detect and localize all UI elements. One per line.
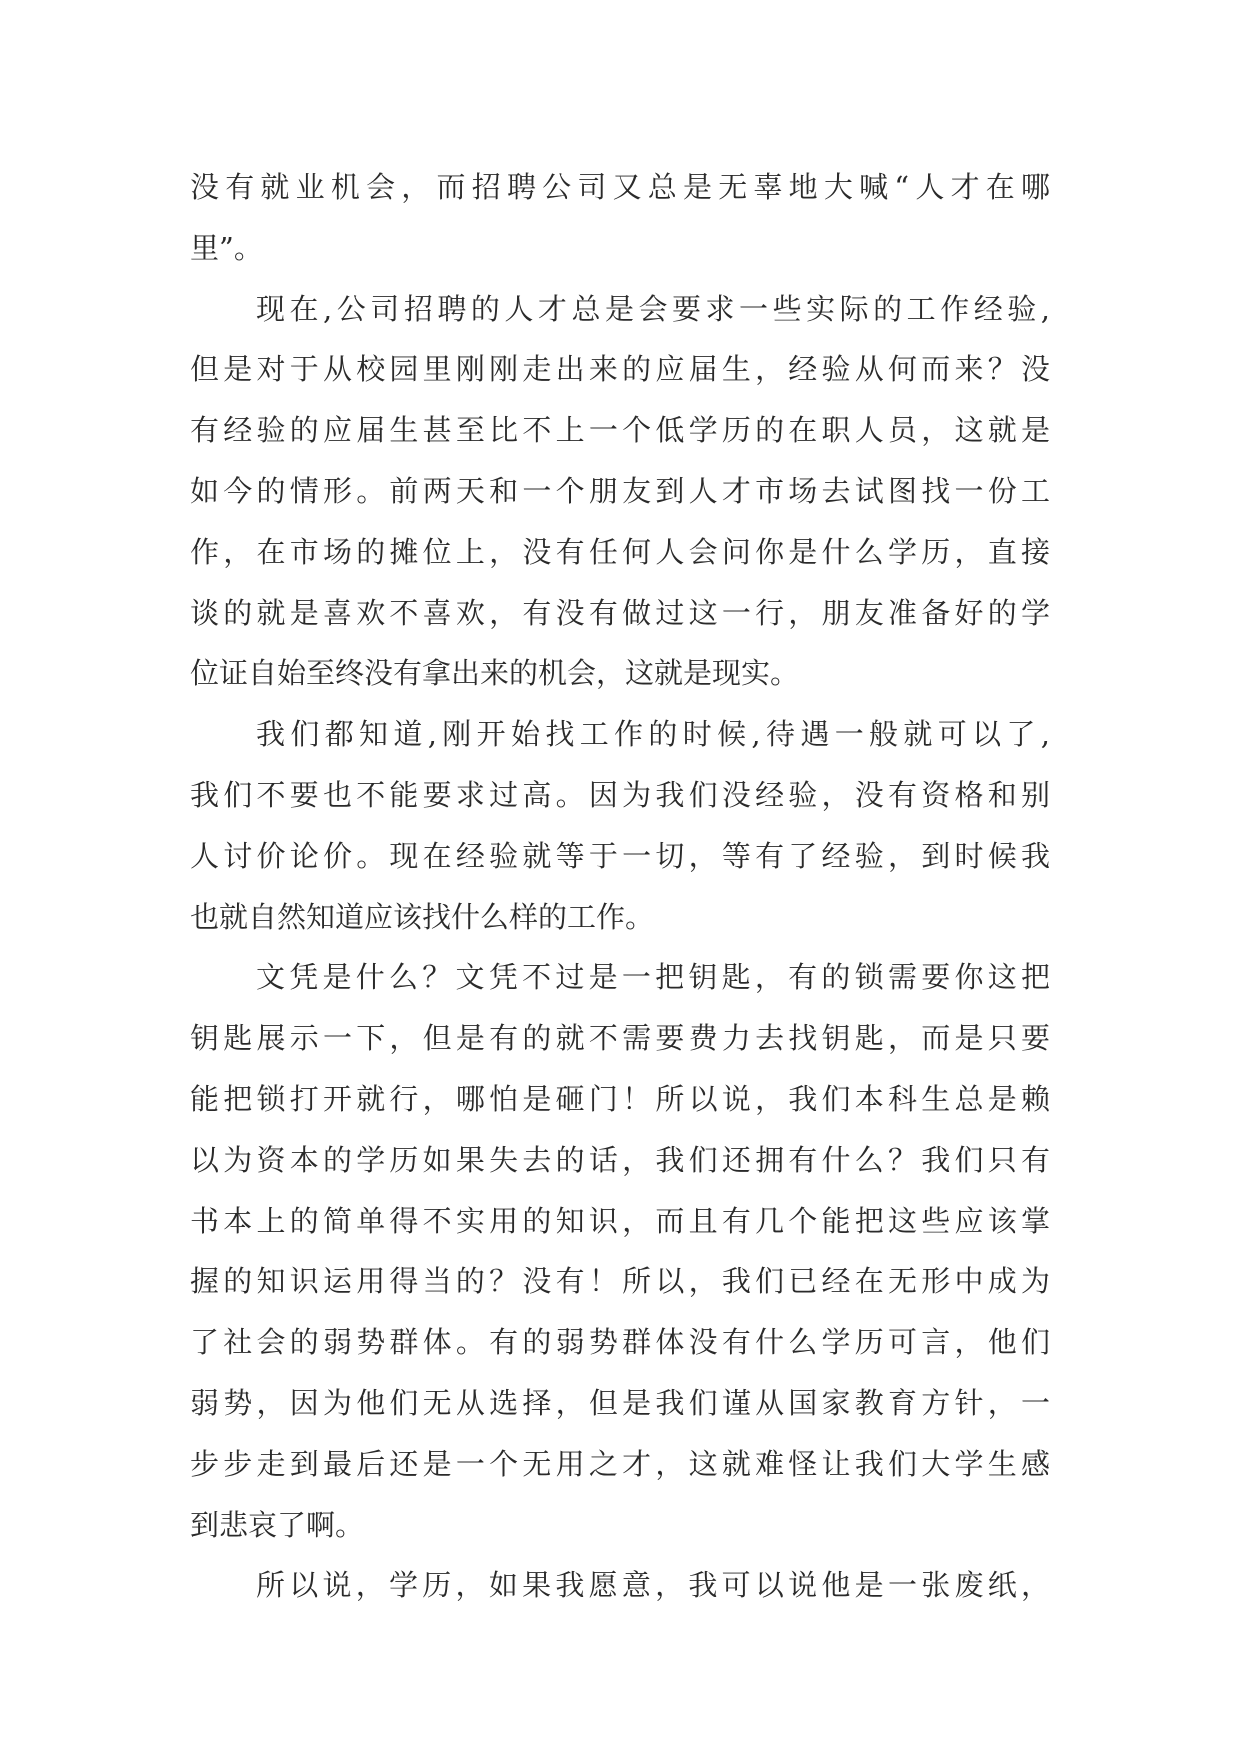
text-line: 也就自然知道应该找什么样的工作。 xyxy=(190,899,655,934)
text-line: 握的知识运用得当的？没有！所以，我们已经在无形中成为 xyxy=(190,1264,1050,1299)
text-line: 能把锁打开就行，哪怕是砸门！所以说，我们本科生总是赖 xyxy=(190,1081,1050,1116)
text-line: 了社会的弱势群体。有的弱势群体没有什么学历可言，他们 xyxy=(190,1325,1050,1360)
text-line: 我们都知道,刚开始找工作的时候,待遇一般就可以了, xyxy=(256,717,1050,752)
text-line: 谈的就是喜欢不喜欢，有没有做过这一行，朋友准备好的学 xyxy=(190,595,1050,630)
text-line: 到悲哀了啊。 xyxy=(190,1507,365,1542)
text-line: 位证自始至终没有拿出来的机会，这就是现实。 xyxy=(190,656,800,691)
document-body xyxy=(190,157,1050,1616)
text-line: 没有就业机会，而招聘公司又总是无辜地大喊“人才在哪 xyxy=(190,170,1050,204)
text-line: 书本上的简单得不实用的知识，而且有几个能把这些应该掌 xyxy=(190,1203,1050,1238)
text-line: 现在,公司招聘的人才总是会要求一些实际的工作经验, xyxy=(256,291,1050,326)
text-line: 所以说，学历，如果我愿意，我可以说他是一张废纸， xyxy=(256,1568,1050,1603)
text-line: 文凭是什么？文凭不过是一把钥匙，有的锁需要你这把 xyxy=(256,960,1050,995)
text-line: 我们不要也不能要求过高。因为我们没经验，没有资格和别 xyxy=(190,777,1050,812)
text-line: 弱势，因为他们无从选择，但是我们谨从国家教育方针，一 xyxy=(190,1385,1050,1420)
text-line: 如今的情形。前两天和一个朋友到人才市场去试图找一份工 xyxy=(190,473,1050,508)
text-line: 钥匙展示一下，但是有的就不需要费力去找钥匙，而是只要 xyxy=(190,1021,1050,1056)
text-line: 人讨价论价。现在经验就等于一切，等有了经验，到时候我 xyxy=(190,838,1050,873)
text-line: 有经验的应届生甚至比不上一个低学历的在职人员，这就是 xyxy=(190,413,1050,448)
text-line: 作，在市场的摊位上，没有任何人会问你是什么学历，直接 xyxy=(190,534,1050,569)
text-line: 步步走到最后还是一个无用之才，这就难怪让我们大学生感 xyxy=(190,1446,1050,1481)
text-line: 以为资本的学历如果失去的话，我们还拥有什么？我们只有 xyxy=(190,1142,1050,1177)
text-line: 但是对于从校园里刚刚走出来的应届生，经验从何而来？没 xyxy=(190,352,1050,387)
text-line: 里”。 xyxy=(190,230,263,265)
